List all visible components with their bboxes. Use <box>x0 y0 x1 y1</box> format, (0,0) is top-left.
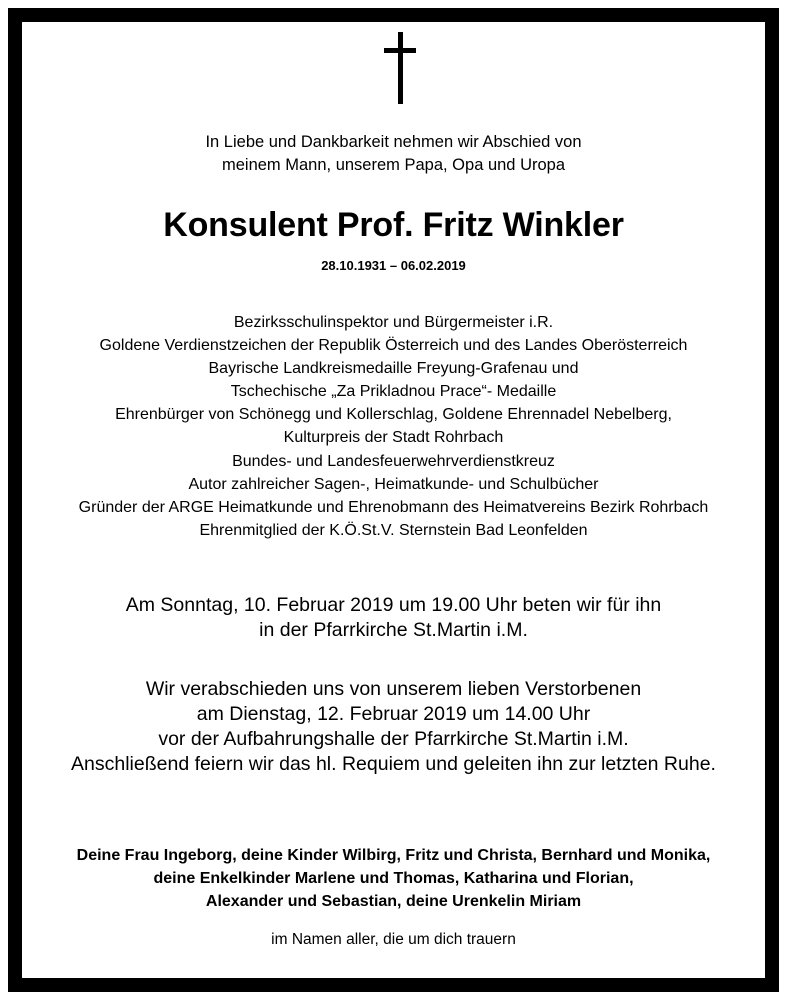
latin-cross-icon <box>384 32 416 104</box>
honor-item: Ehrenmitglied der K.Ö.St.V. Sternstein Bad Leonfelden <box>199 521 588 539</box>
intro-line: In Liebe und Dankbarkeit nehmen wir Abschied von <box>205 133 582 151</box>
family-line: Alexander und Sebastian, deine Urenkelin Miriam <box>205 893 582 910</box>
funeral-service-line: am Dienstag, 12. Februar 2019 um 14.00 Uhr <box>196 703 591 725</box>
honor-item: Ehrenbürger von Schönegg und Kollerschlag, Goldene Ehrennadel Nebelberg, <box>115 406 672 424</box>
honor-item: Bayrische Landkreismedaille Freyung-Grafenau und <box>208 360 579 378</box>
deceased-name: Konsulent Prof. Fritz Winkler <box>163 206 624 244</box>
intro-text <box>22 131 765 177</box>
funeral-service-line: vor der Aufbahrungshalle der Pfarrkirche St.Martin i.M. <box>158 728 629 750</box>
closing-line: im Namen aller, die um dich trauern <box>271 931 516 948</box>
honor-item: Autor zahlreicher Sagen-, Heimatkunde- und Schulbücher <box>188 475 599 493</box>
family-mourners <box>22 844 765 913</box>
family-line: deine Enkelkinder Marlene und Thomas, Katharina und Florian, <box>153 870 634 887</box>
intro-line: meinem Mann, unserem Papa, Opa und Uropa <box>221 156 566 174</box>
honor-item: Tschechische „Za Prikladnou Prace“- Medaille <box>230 383 557 401</box>
funeral-service-line: Anschließend feiern wir das hl. Requiem und geleiten ihn zur letzten Ruhe. <box>71 753 716 775</box>
prayer-service-info <box>22 593 765 643</box>
funeral-service-info <box>22 677 765 777</box>
honor-item: Bezirksschulinspektor und Bürgermeister i.R. <box>233 314 554 331</box>
honor-item: Goldene Verdienstzeichen der Republik Österreich und des Landes Oberösterreich <box>99 337 688 355</box>
funeral-service-line: Wir verabschieden uns von unserem lieben Verstorbenen <box>145 678 642 700</box>
honor-item: Bundes- und Landesfeuerwehrverdienstkreuz <box>232 452 555 470</box>
prayer-service-line: Am Sonntag, 10. Februar 2019 um 19.00 Uhr beten wir für ihn <box>125 594 662 616</box>
prayer-service-line: in der Pfarrkirche St.Martin i.M. <box>259 619 528 641</box>
family-line: Deine Frau Ingeborg, deine Kinder Wilbirg, Fritz und Christa, Bernhard und Monika, <box>76 847 711 864</box>
life-dates: 28.10.1931 – 06.02.2019 <box>321 258 466 273</box>
honor-item: Gründer der ARGE Heimatkunde und Ehrenobmann des Heimatvereins Bezirk Rohrbach <box>78 498 709 516</box>
honors-list <box>22 311 765 542</box>
honor-item: Kulturpreis der Stadt Rohrbach <box>283 429 504 447</box>
